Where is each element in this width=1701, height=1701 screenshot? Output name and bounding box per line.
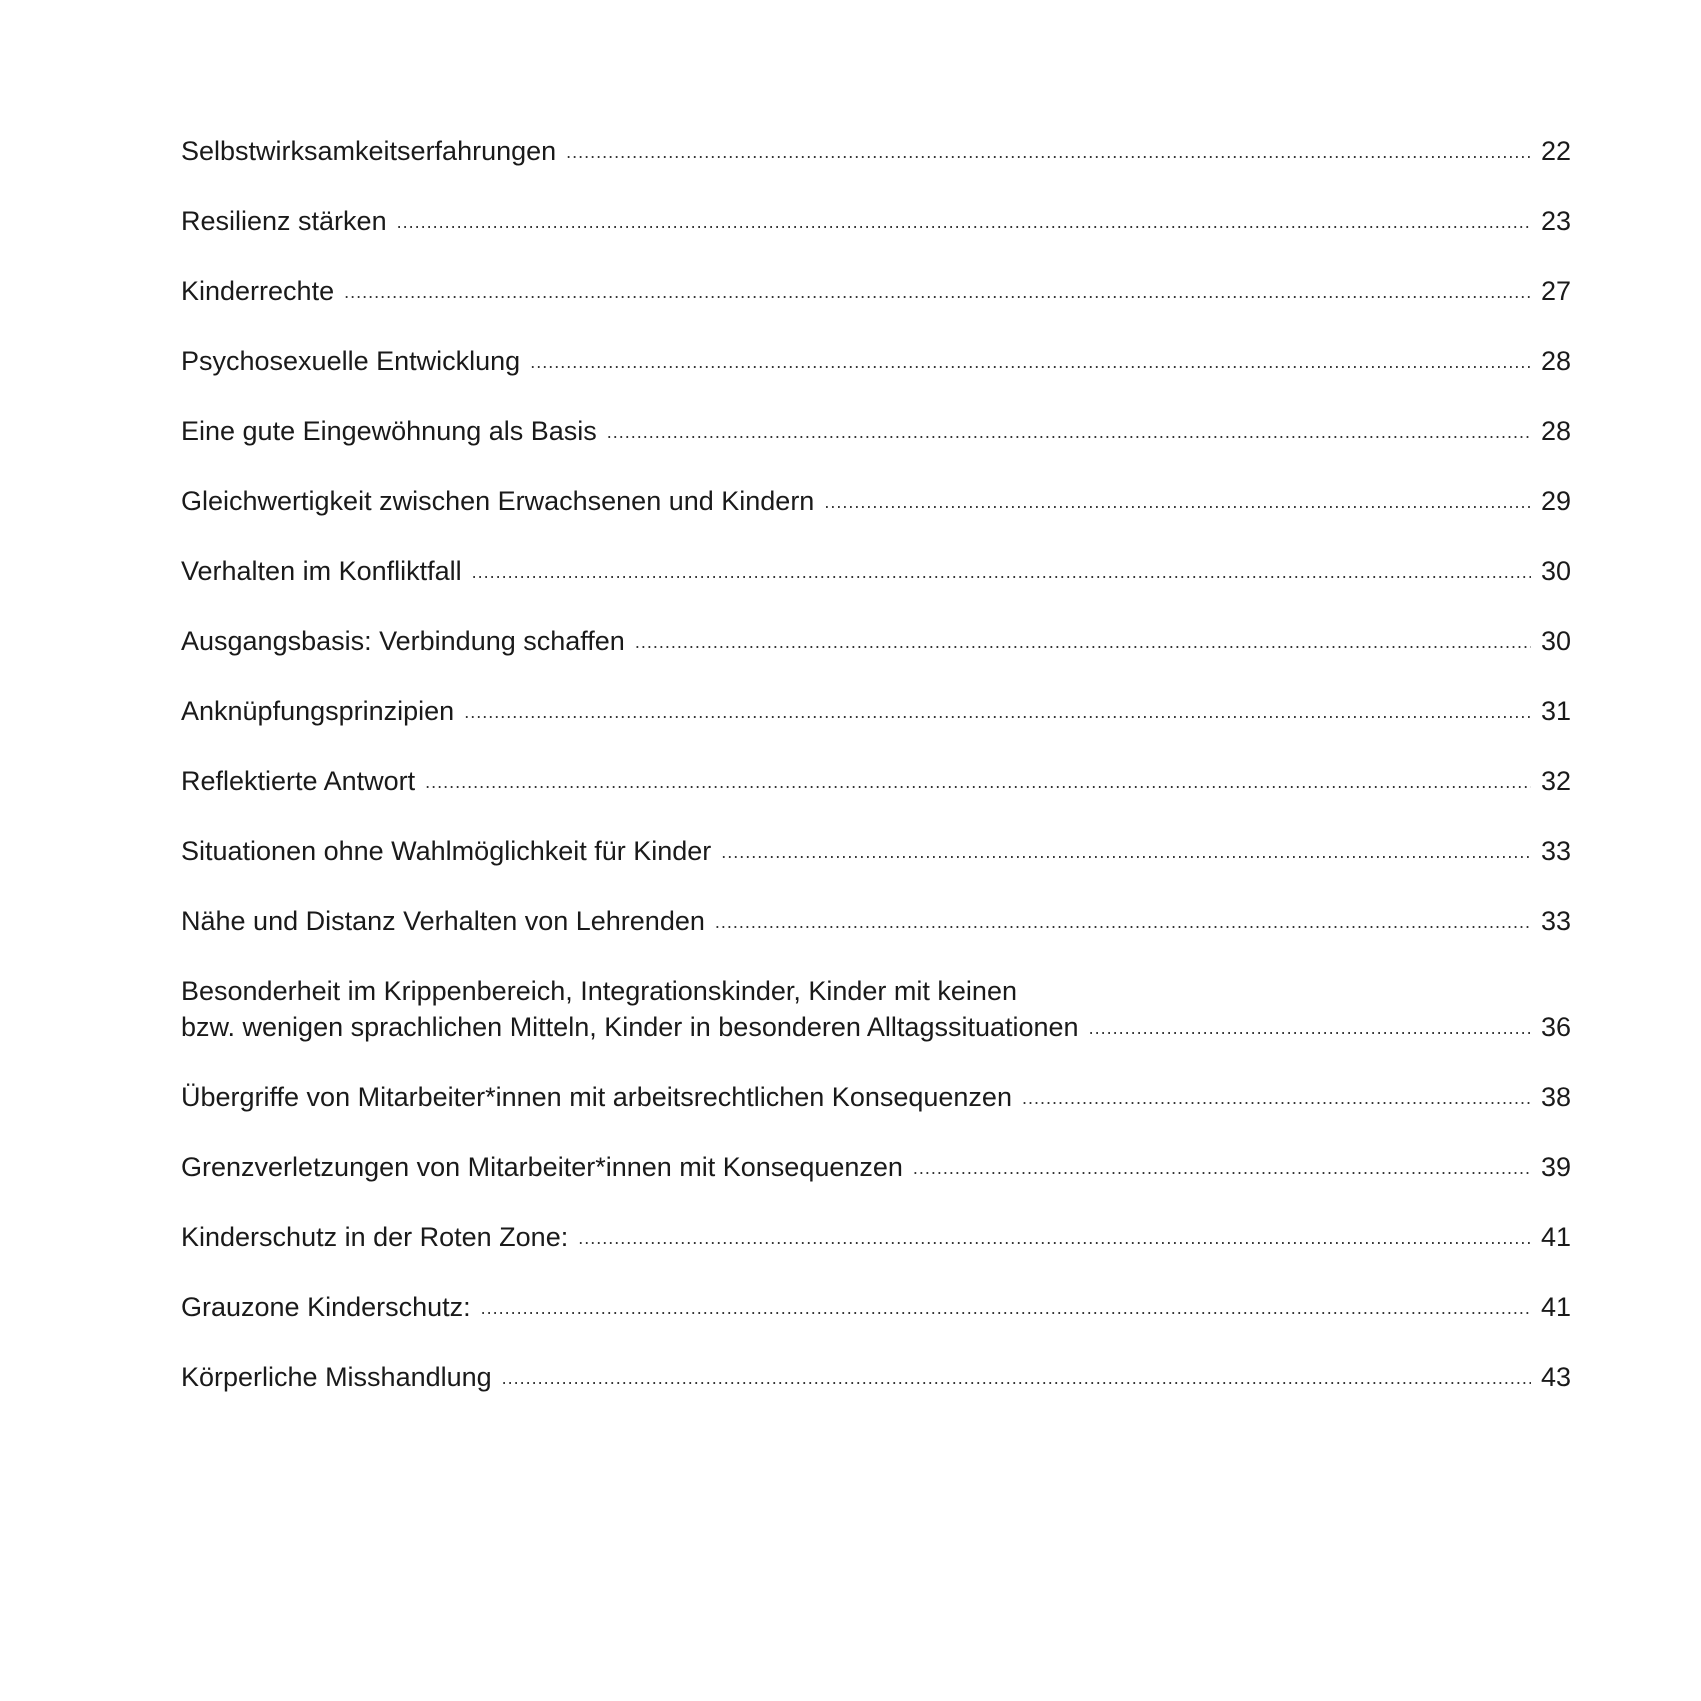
dot-leader [1089, 1016, 1531, 1045]
dot-leader [481, 1296, 1531, 1325]
toc-entry-title [181, 413, 597, 449]
toc-entry-title-line: Anknüpfungsprinzipien [181, 696, 455, 726]
toc-entry-page-number: 39 [1540, 1152, 1571, 1182]
toc-entry-page-number: 29 [1540, 486, 1571, 516]
dot-leader [1022, 1086, 1531, 1115]
dot-leader [425, 770, 1531, 799]
toc-entry-title [181, 1289, 471, 1325]
toc-entry-page-number: 22 [1540, 136, 1571, 166]
toc-entry-title-line: Kinderschutz in der Roten Zone: [181, 1222, 569, 1252]
toc-entry-title [181, 1359, 492, 1395]
toc-entry[interactable] [181, 1359, 1571, 1395]
toc-entry[interactable] [181, 903, 1571, 939]
toc-entry-title [181, 1079, 1012, 1115]
toc-entry[interactable] [181, 483, 1571, 519]
toc-entry-page-number: 33 [1540, 906, 1571, 936]
toc-entry[interactable] [181, 623, 1571, 659]
toc-entry-page-number: 30 [1540, 626, 1571, 656]
toc-entry[interactable] [181, 973, 1571, 1045]
dot-leader [530, 350, 1531, 379]
toc-entry[interactable] [181, 133, 1571, 169]
dot-leader [824, 490, 1531, 519]
toc-entry-title-line: Selbstwirksamkeitserfahrungen [181, 136, 557, 166]
toc-entry[interactable] [181, 763, 1571, 799]
dot-leader [472, 560, 1531, 589]
dot-leader [607, 420, 1531, 449]
toc-entry-title-line: bzw. wenigen sprachlichen Mitteln, Kinder in besonderen Alltagssituationen [181, 1012, 1079, 1042]
toc-entry[interactable] [181, 833, 1571, 869]
dot-leader [635, 630, 1531, 659]
toc-entry-title-line: Besonderheit im Krippenbereich, Integrationskinder, Kinder mit keinen [181, 976, 1017, 1006]
toc-entry-page-number: 28 [1540, 416, 1571, 446]
toc-entry[interactable] [181, 1149, 1571, 1185]
toc-entry-page-number: 23 [1540, 206, 1571, 236]
toc-entry[interactable] [181, 343, 1571, 379]
toc-entry[interactable] [181, 273, 1571, 309]
toc-entry-page-number: 36 [1540, 1012, 1571, 1042]
toc-entry-page-number: 32 [1540, 766, 1571, 796]
toc-entry-page-number: 38 [1540, 1082, 1571, 1112]
toc-entry[interactable] [181, 1289, 1571, 1325]
toc-entry-title-line: Situationen ohne Wahlmöglichkeit für Kinder [181, 836, 712, 866]
toc-entry[interactable] [181, 553, 1571, 589]
toc-entry-title [181, 553, 462, 589]
toc-entry-title-line: Verhalten im Konfliktfall [181, 556, 462, 586]
toc-entry-title-line: Eine gute Eingewöhnung als Basis [181, 416, 597, 446]
toc-entry-title [181, 273, 334, 309]
toc-entry-title [181, 483, 814, 519]
toc-entry-title [181, 1219, 568, 1255]
table-of-contents [181, 133, 1571, 1429]
toc-entry-title [181, 973, 1079, 1045]
toc-entry-title-line: Nähe und Distanz Verhalten von Lehrenden [181, 906, 705, 936]
toc-entry-page-number: 27 [1540, 276, 1571, 306]
dot-leader [502, 1366, 1531, 1395]
toc-entry-title-line: Psychosexuelle Entwicklung [181, 346, 521, 376]
toc-entry-page-number: 28 [1540, 346, 1571, 376]
toc-entry-title [181, 133, 556, 169]
toc-entry-page-number: 41 [1540, 1292, 1571, 1322]
toc-entry-title-line: Resilienz stärken [181, 206, 387, 236]
dot-leader [578, 1226, 1531, 1255]
toc-entry-title-line: Grauzone Kinderschutz: [181, 1292, 471, 1322]
toc-entry[interactable] [181, 1079, 1571, 1115]
toc-entry-title [181, 833, 711, 869]
toc-entry-title [181, 903, 705, 939]
toc-entry-page-number: 43 [1540, 1362, 1571, 1392]
toc-entry-page-number: 30 [1540, 556, 1571, 586]
toc-entry-title-line: Grenzverletzungen von Mitarbeiter*innen mit Konsequenzen [181, 1152, 903, 1182]
dot-leader [397, 210, 1531, 239]
dot-leader [715, 910, 1531, 939]
toc-entry-title [181, 693, 454, 729]
toc-entry-title-line: Übergriffe von Mitarbeiter*innen mit arbeitsrechtlichen Konsequenzen [181, 1082, 1012, 1112]
toc-entry[interactable] [181, 203, 1571, 239]
toc-entry-title-line: Gleichwertigkeit zwischen Erwachsenen und Kindern [181, 486, 815, 516]
toc-entry-title [181, 343, 520, 379]
toc-entry[interactable] [181, 413, 1571, 449]
toc-entry-title [181, 763, 415, 799]
toc-entry-title-line: Kinderrechte [181, 276, 335, 306]
dot-leader [464, 700, 1531, 729]
toc-entry-title-line: Ausgangsbasis: Verbindung schaffen [181, 626, 625, 656]
toc-entry-title-line: Reflektierte Antwort [181, 766, 416, 796]
dot-leader [344, 280, 1531, 309]
toc-entry-title [181, 623, 625, 659]
toc-entry-title [181, 1149, 903, 1185]
toc-entry[interactable] [181, 693, 1571, 729]
dot-leader [566, 140, 1531, 169]
toc-entry[interactable] [181, 1219, 1571, 1255]
dot-leader [721, 840, 1531, 869]
toc-entry-title-line: Körperliche Misshandlung [181, 1362, 492, 1392]
toc-entry-page-number: 33 [1540, 836, 1571, 866]
toc-entry-page-number: 41 [1540, 1222, 1571, 1252]
toc-entry-page-number: 31 [1540, 696, 1571, 726]
dot-leader [913, 1156, 1531, 1185]
toc-entry-title [181, 203, 387, 239]
